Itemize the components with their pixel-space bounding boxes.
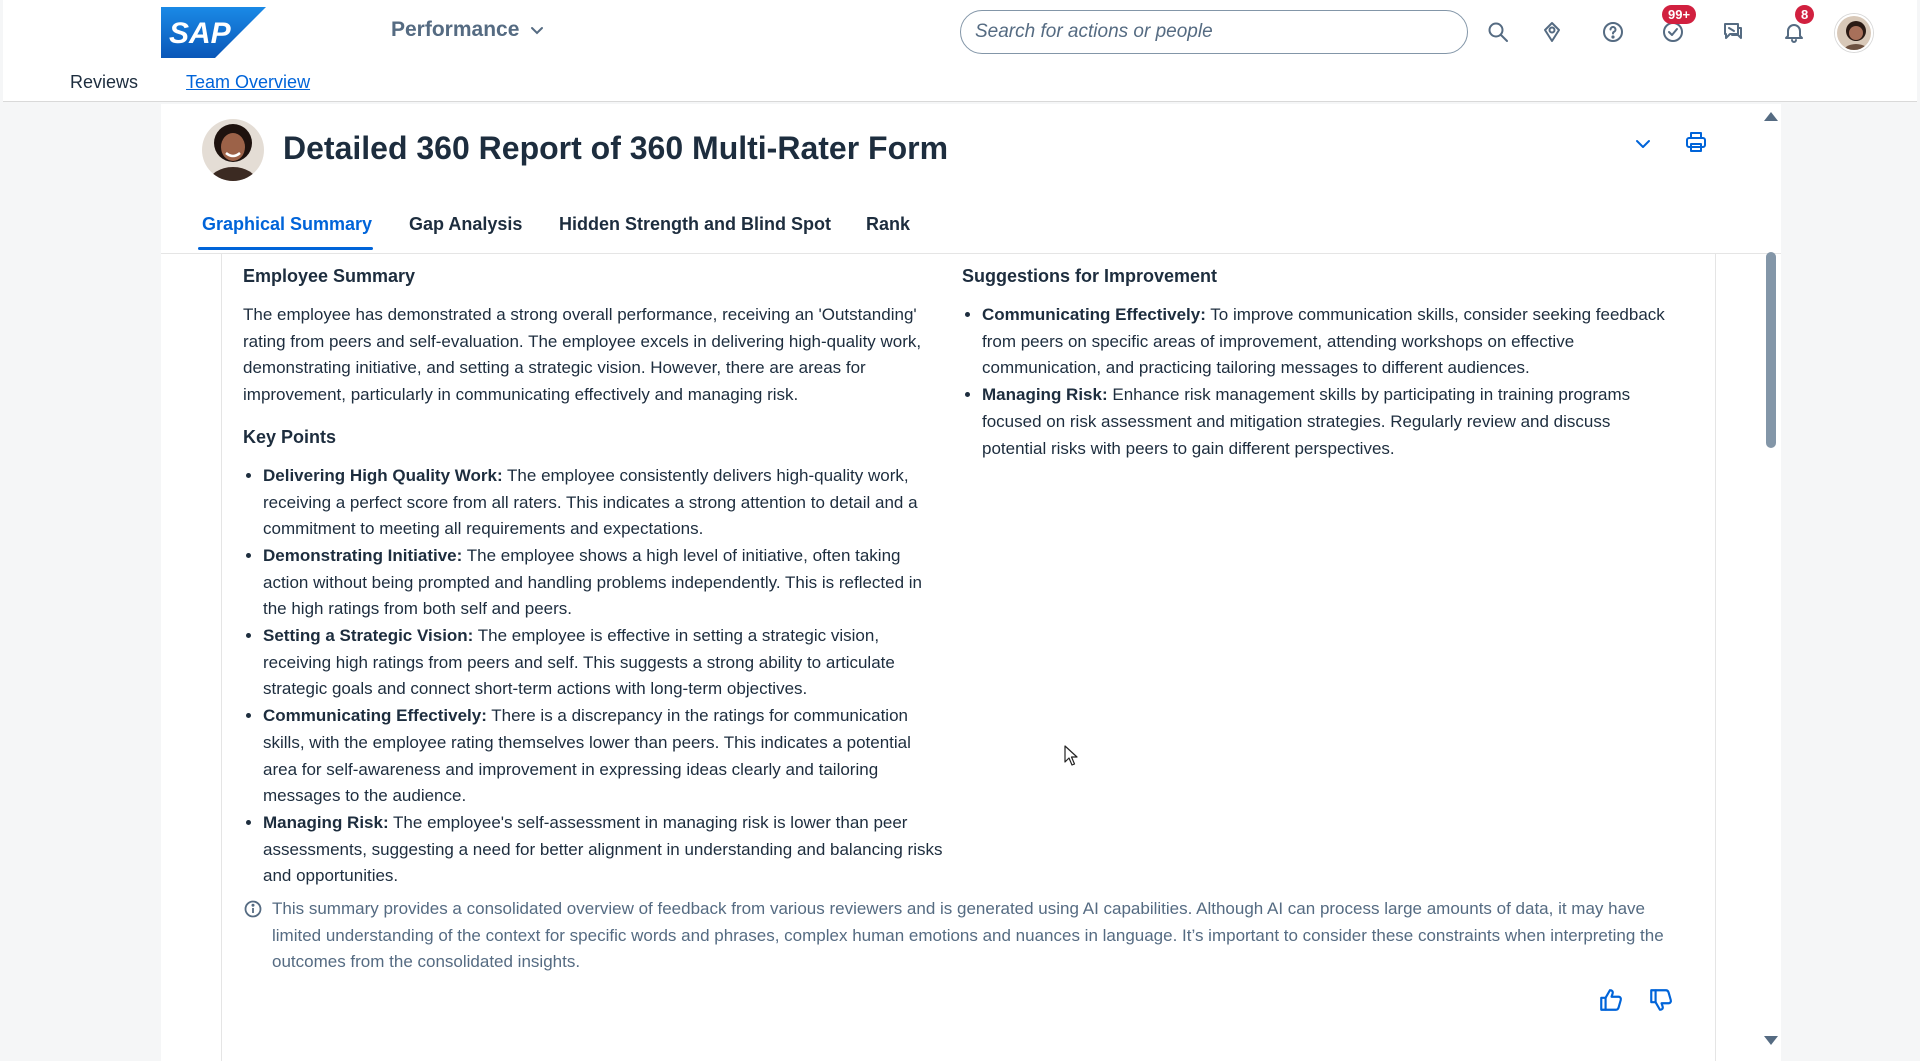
key-point-title: Communicating Effectively: <box>263 706 487 726</box>
diamond-icon <box>1540 20 1564 44</box>
sap-logo[interactable] <box>161 7 266 58</box>
suggestion-title: Communicating Effectively: <box>982 305 1206 324</box>
nav-reviews[interactable]: Reviews <box>70 72 139 92</box>
info-icon <box>244 900 262 918</box>
page-title: Detailed 360 Report of 360 Multi-Rater Form <box>283 130 949 166</box>
summary-panel <box>221 254 1716 1061</box>
disclaimer-text: This summary provides a consolidated overview of feedback from various reviewers and is generated using AI capabilities. Although AI can process large amounts of data, it may have limited understanding of the context for specific words and phrases, complex human emotions and nuances in language. It’s important to consider these constraints when interpreting the outcomes from the consolidated insights. <box>272 899 1664 972</box>
suggestion-title: Managing Risk: <box>982 385 1108 405</box>
sap-logo-text: SAP <box>169 17 231 50</box>
help-icon <box>1601 20 1625 44</box>
key-points-heading: Key Points <box>243 426 337 447</box>
suggestions-list <box>962 302 1672 462</box>
key-point-text: The employee's self-assessment in managing risk is lower than peer assessments, suggesting a need for better alignment in understanding and balancing risks and opportunities. <box>263 812 943 886</box>
suggestion-text: To improve communication skills, consider seeking feedback from peers on specific areas of improvement, attending workshops on effective communication, and practicing tailoring messages to different audiences. <box>982 305 1665 378</box>
employee-summary-text: The employee has demonstrated a strong overall performance, receiving an 'Outstanding' rating from peers and self-evaluation. The employee excels in delivering high-quality work, demonstrating initiative, and setting a strategic vision. However, there are areas for improvement, particularly in communicating effectively and managing risk. <box>243 305 922 405</box>
search-input[interactable] <box>961 11 1467 53</box>
notification-badge: 8 <box>1795 5 1814 24</box>
employee-avatar <box>202 119 264 181</box>
list-item <box>263 623 943 703</box>
scroll-up-arrow[interactable] <box>1764 112 1778 121</box>
list-item <box>982 302 1672 382</box>
module-label: Performance <box>391 18 520 41</box>
key-point-text: There is a discrepancy in the ratings for communication skills, with the employee rating themselves lower than peers. This indicates a potential area for self-awareness and improvement in expressing ideas clearly and tailoring messages to the audience. <box>263 706 911 806</box>
printer-icon <box>1684 130 1708 154</box>
person-icon <box>1837 16 1873 52</box>
employee-summary-heading: Employee Summary <box>243 266 416 286</box>
list-item <box>263 543 943 623</box>
help-button[interactable] <box>1596 15 1630 49</box>
search-button[interactable] <box>1481 15 1515 49</box>
collapse-header-button[interactable] <box>1631 132 1655 161</box>
scroll-down-arrow[interactable] <box>1764 1036 1778 1045</box>
tab-gap-analysis[interactable]: Gap Analysis <box>409 214 523 234</box>
chat-icon <box>1721 20 1745 44</box>
sub-navigation <box>70 72 310 93</box>
shell-bar <box>3 0 1917 102</box>
notifications-button[interactable] <box>1777 7 1811 49</box>
suggestions-section <box>962 264 1672 462</box>
user-avatar[interactable] <box>1835 14 1873 52</box>
key-points-list <box>243 463 943 890</box>
key-point-title: Delivering High Quality Work: <box>263 465 503 485</box>
ai-disclaimer <box>244 896 1674 976</box>
key-point-title: Managing Risk: <box>263 812 389 832</box>
person-icon <box>202 119 264 181</box>
report-card <box>161 104 1781 1061</box>
list-item <box>263 703 943 810</box>
chevron-down-icon <box>1631 132 1655 156</box>
tab-hidden-strength[interactable]: Hidden Strength and Blind Spot <box>559 214 831 234</box>
key-point-text: The employee is effective in setting a strategic vision, receiving high ratings from peers and self. This suggests a strong ability to articulate strategic goals and connect short-term actions with long-term objectives. <box>263 626 895 699</box>
chevron-down-icon <box>529 22 545 38</box>
scrollbar-thumb[interactable] <box>1766 252 1776 448</box>
employee-summary-section <box>243 264 943 890</box>
joule-button[interactable] <box>1535 15 1569 49</box>
list-item <box>263 810 943 890</box>
tab-rank[interactable]: Rank <box>866 214 911 234</box>
thumbs-down-button[interactable] <box>1648 987 1674 1018</box>
thumbs-up-button[interactable] <box>1598 987 1624 1018</box>
suggestions-heading: Suggestions for Improvement <box>962 266 1218 286</box>
module-selector[interactable] <box>391 18 545 42</box>
todo-badge: 99+ <box>1662 5 1696 24</box>
search-icon <box>1486 20 1510 44</box>
list-item <box>263 463 943 543</box>
list-item <box>982 382 1672 462</box>
thumbs-down-icon <box>1648 987 1674 1013</box>
thumbs-up-icon <box>1598 987 1624 1013</box>
key-point-text: The employee consistently delivers high-quality work, receiving a perfect score from all raters. This indicates a strong attention to detail and a commitment to meeting all requirements and expectations. <box>263 465 918 539</box>
feedback-button[interactable] <box>1716 15 1750 49</box>
active-tab-indicator <box>198 247 373 250</box>
todo-button[interactable] <box>1656 7 1691 49</box>
key-point-title: Setting a Strategic Vision: <box>263 626 474 646</box>
key-point-text: The employee shows a high level of initiative, often taking action without being prompted and handling problems independently. This is reflected in the high ratings from both self and peers. <box>263 545 923 619</box>
key-point-title: Demonstrating Initiative: <box>263 545 463 565</box>
nav-team-overview[interactable]: Team Overview <box>186 72 311 92</box>
suggestion-text: Enhance risk management skills by participating in training programs focused on risk assessment and mitigation strategies. Regularly review and discuss potential risks with peers to gain different perspectives. <box>982 385 1631 458</box>
tab-graphical-summary[interactable]: Graphical Summary <box>202 214 373 234</box>
mouse-pointer-icon <box>1064 745 1080 767</box>
print-button[interactable] <box>1684 130 1708 159</box>
report-tabs <box>161 204 1781 254</box>
search-field[interactable] <box>960 10 1468 54</box>
